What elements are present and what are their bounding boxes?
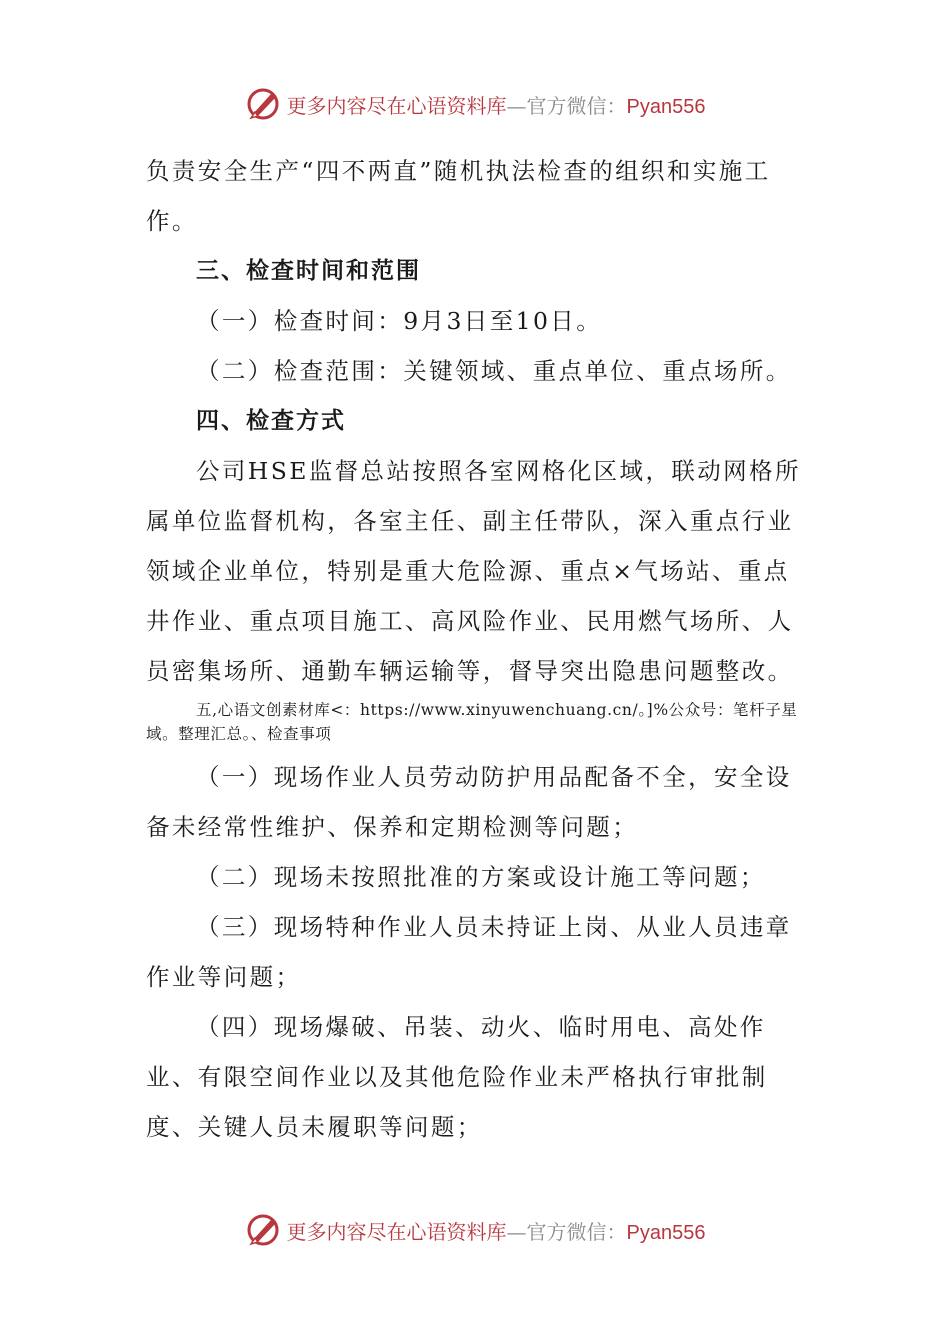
banner-wechat-label: 官方微信：: [526, 93, 627, 118]
banner-dash: —: [506, 93, 527, 118]
heading-section-4: 四、检查方式: [196, 408, 346, 434]
item-5-4: （四）现场爆破、吊装、动火、临时用电、高处作业、有限空间作业以及其他危险作业未严格执行审批制度、关键人员未履职等问题；: [146, 1013, 768, 1141]
item-check-scope: （二）检查范围：关键领域、重点单位、重点场所。: [196, 357, 792, 385]
item-5-3: （三）现场特种作业人员未持证上岗、从业人员违章作业等问题；: [146, 913, 792, 991]
banner-wechat-label: 官方微信：: [526, 1219, 627, 1244]
pen-circle-logo-icon: [245, 86, 281, 122]
footer-banner: [0, 1210, 950, 1250]
header-banner: [0, 84, 950, 124]
paragraph-check-method: 公司HSE监督总站按照各室网格化区域，联动网格所属单位监督机构，各室主任、副主任带队，深入重点行业领域企业单位，特别是重大危险源、重点×气场站、重点井作业、重点项目施工、高风险作业、民用燃气场所、人员密集场所、通勤车辆运输等，督导突出隐患问题整改。: [146, 457, 801, 685]
item-check-time: （一）检查时间：9月3日至10日。: [196, 307, 603, 335]
banner-wechat-id: Pyan556: [626, 95, 706, 118]
heading-section-3: 三、检查时间和范围: [196, 258, 421, 284]
item-5-1: （一）现场作业人员劳动防护用品配备不全，安全设备未经常性维护、保养和定期检测等问题；: [146, 763, 792, 841]
banner-dash: —: [506, 1219, 527, 1244]
banner-wechat-id: Pyan556: [626, 1221, 706, 1244]
banner-main-text: 更多内容尽在心语资料库: [286, 93, 507, 118]
item-5-2: （二）现场未按照批准的方案或设计施工等问题；: [196, 863, 766, 891]
document-body: [146, 146, 812, 1152]
note-line-section-5: 五,心语文创素材库<：https://www.xinyuwenchuang.cn/。]%公众号：笔杆子星域。整理汇总。、检查事项: [146, 701, 798, 743]
banner-text: [287, 90, 706, 119]
paragraph-intro: 负责安全生产“四不两直”随机执法检查的组织和实施工作。: [146, 157, 771, 235]
pen-circle-logo-icon: [245, 1212, 281, 1248]
banner-main-text: 更多内容尽在心语资料库: [286, 1219, 507, 1244]
banner-text: [287, 1216, 706, 1245]
